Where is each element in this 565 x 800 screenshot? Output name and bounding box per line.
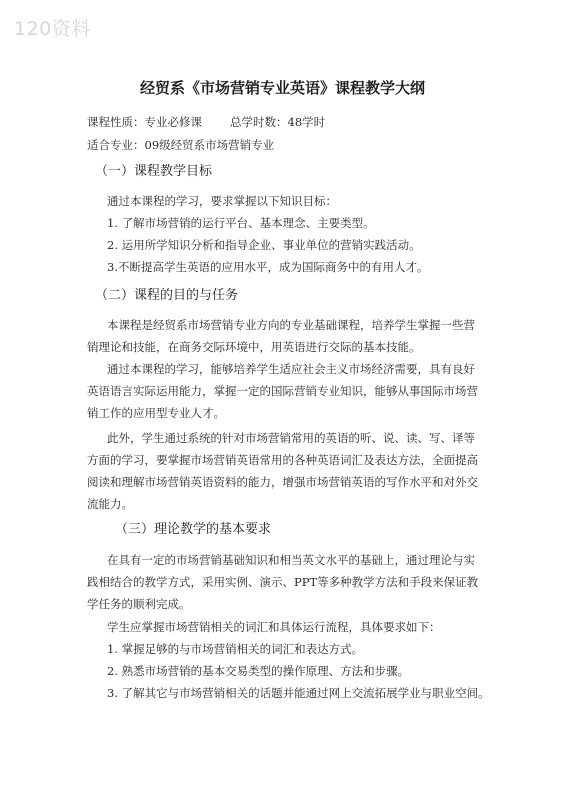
paragraph-line: 销工作的应用型专业人才。 <box>87 406 225 420</box>
section2-heading: （二）课程的目的与任务 <box>95 288 239 303</box>
course-nature: 课程性质：专业必修课 <box>87 115 202 129</box>
list-item: 1. 了解市场营销的运行平台、基本理念、主要类型。 <box>107 216 375 230</box>
list-item: 3. 了解其它与市场营销相关的话题并能通过网上交流拓展学业与职业空间。 <box>107 686 490 700</box>
paragraph-line: 英语语言实际运用能力，掌握一定的国际营销专业知识，能够从事国际市场营 <box>87 384 478 398</box>
meta-row-1 <box>87 115 325 129</box>
list-item: 2. 熟悉市场营销的基本交易类型的操作原理、方法和步骤。 <box>107 664 410 678</box>
list-item: 2. 运用所学知识分析和指导企业、事业单位的营销实践活动。 <box>107 238 421 252</box>
paragraph-line: 销理论和技能，在商务交际环境中，用英语进行交际的基本技能。 <box>87 340 421 354</box>
page-title: 经贸系《市场营销专业英语》课程教学大纲 <box>139 79 425 97</box>
paragraph-line: 学生应掌握市场营销相关的词汇和具体运行流程，具体要求如下： <box>107 620 441 634</box>
watermark: 120资料 <box>14 18 91 40</box>
paragraph-line: 此外，学生通过系统的针对市场营销常用的英语的听、说、读、写、译等 <box>107 431 475 445</box>
paragraph-line: 在具有一定的市场营销基础知识和相当英文水平的基础上，通过理论与实 <box>107 553 475 567</box>
paragraph-line: 通过本课程的学习，能够培养学生适应社会主义市场经济需要，具有良好 <box>107 362 475 376</box>
section1-heading: （一）课程教学目标 <box>95 164 213 179</box>
list-item: 1. 掌握足够的与市场营销相关的词汇和表达方式。 <box>107 642 364 656</box>
paragraph-line: 学任务的顺利完成。 <box>87 597 191 611</box>
paragraph-line: 流能力。 <box>87 497 133 511</box>
section3-heading: （三）理论教学的基本要求 <box>115 522 272 537</box>
list-item: 3.不断提高学生英语的应用水平，成为国际商务中的有用人才。 <box>107 260 429 274</box>
paragraph-line: 方面的学习，要掌握市场营销英语常用的各种英语词汇及表达方法，全面提高 <box>87 453 478 467</box>
paragraph-line: 践相结合的教学方式，采用实例、演示、PPT等多种教学方法和手段来保证教 <box>87 575 479 589</box>
section1-intro: 通过本课程的学习，要求掌握以下知识目标： <box>107 194 337 208</box>
total-hours: 总学时数：48学时 <box>230 115 326 129</box>
paragraph-line: 阅读和理解市场营销英语资料的能力，增强市场营销英语的写作水平和对外交 <box>87 475 478 489</box>
major: 适合专业：09级经贸系市场营销专业 <box>87 138 275 152</box>
paragraph-line: 本课程是经贸系市场营销专业方向的专业基础课程，培养学生掌握一些营 <box>107 318 475 332</box>
